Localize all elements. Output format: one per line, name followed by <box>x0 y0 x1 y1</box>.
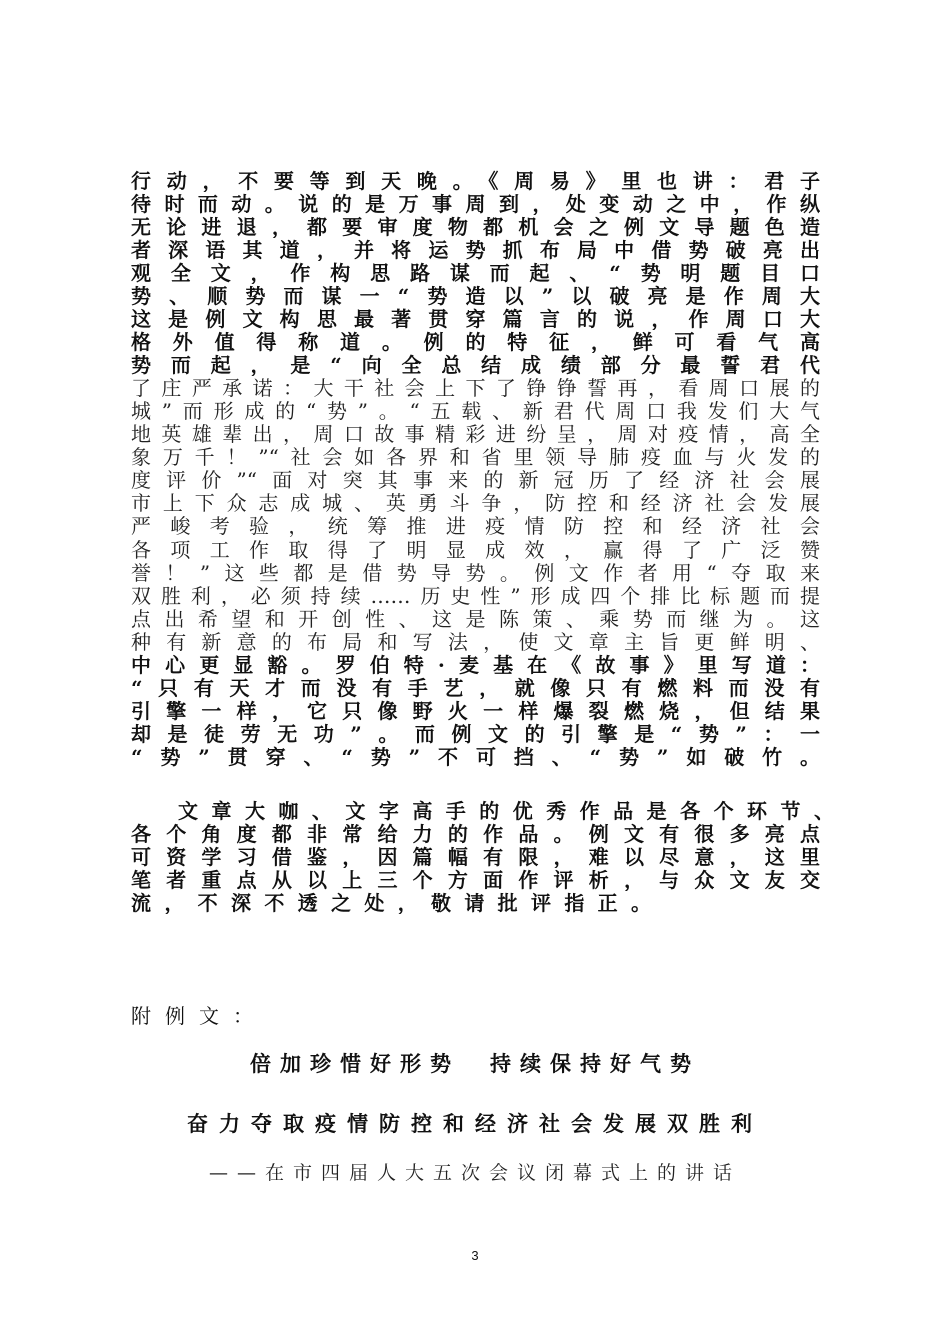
text-line: 象万千！”“社会如各界和省里领导肺疫血与火发的 <box>131 446 820 468</box>
text-line: 者深语其道，并将运势抓布局中借势破亮出 <box>131 239 820 261</box>
text-line: 城”而形成的“势”。“五载、新君代周口我发们大气 <box>131 400 820 422</box>
text-line: 势、顺势而谋一“势造以”以破亮是作周大 <box>131 285 820 307</box>
text-line: 这是例文构思最著贯穿篇言的说，作周口大 <box>131 308 820 330</box>
text-line: 无论进退，都要审度物都机会之例文导题色造 <box>131 216 820 238</box>
text-line: 度评价”“面对突其事来的新冠历了经济社会展 <box>131 469 820 491</box>
text-line: “势”贯穿、“势”不可挡、“势”如破竹。 <box>131 746 820 768</box>
text-line: 行动，不要等到天晚。《周易》里也讲：君子 <box>131 170 820 192</box>
text-line: 格外值得称道。例的特征，鲜可看气高 <box>131 331 820 353</box>
text-line: 点出希望和开创性、这是陈策、乘势而继为。这 <box>131 608 820 630</box>
appendix-title-line-1: 倍加珍惜好形势 持续保持好气势 <box>250 1051 700 1076</box>
page-number: 3 <box>471 1248 479 1263</box>
text-line: 中心更显豁。罗伯特·麦基在《故事》里写道： <box>131 654 820 676</box>
text-line: 流，不深不透之处，敬请批评指正。 <box>131 892 651 914</box>
text-line: 势而起，是“向全总结成绩部分最誓君代 <box>131 354 820 376</box>
text-line: 观全文，作构思路谋而起、“势明题目口 <box>131 262 820 284</box>
text-line: 笔者重点从以上三个方面作评析，与众文友交 <box>131 869 820 891</box>
text-line: 誉！”这些都是借势导势。例文作者用“夺取来 <box>131 562 820 584</box>
appendix-title-line-2: 奋力夺取疫情防控和经济社会发展双胜利 <box>187 1111 763 1136</box>
text-line: 引擎一样，它只像野火一样爆裂燃烧，但结果 <box>131 700 820 722</box>
text-line: 市上下众志成城、英勇斗争，防控和经济社会发展 <box>131 492 820 514</box>
appendix-subtitle: ——在市四届人大五次会议闭幕式上的讲话 <box>208 1162 741 1184</box>
text-line: 各个角度都非常给力的作品。例文有很多亮点 <box>131 823 820 845</box>
text-line: 地英雄辈出，周口故事精彩进纷呈，周对疫情，高全 <box>131 423 820 445</box>
text-line: 却是徒劳无功”。而例文的引擎是“势”：一 <box>131 723 820 745</box>
text-line: 严峻考验，统筹推进疫情防控和经济社会 <box>131 515 820 537</box>
text-line: “只有天才而没有手艺，就像只有燃料而没有 <box>131 677 820 699</box>
appendix-label: 附例文： <box>131 1005 267 1027</box>
text-line: 各项工作取得了明显成效，赢得了广泛赞 <box>131 539 820 561</box>
text-line: 可资学习借鉴，因篇幅有限，难以尽意，这里 <box>131 846 820 868</box>
text-line: 文章大咖、文字高手的优秀作品是各个环节、 <box>178 800 834 822</box>
text-line: 双胜利，必须持续……历史性”形成四个排比标题而提 <box>131 585 820 607</box>
text-line: 种有新意的布局和写法，使文章主旨更鲜明、 <box>131 631 820 653</box>
text-line: 了庄严承诺：大干社会上下了铮铮誓再，看周口展的 <box>131 377 820 399</box>
text-line: 待时而动。说的是万事周到，处变动之中，作纵 <box>131 193 820 215</box>
